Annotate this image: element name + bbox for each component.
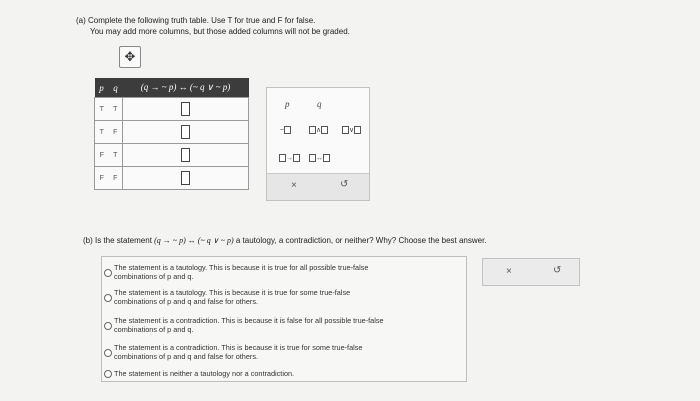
- table-row: [95, 98, 249, 121]
- radio-button[interactable]: [104, 370, 112, 378]
- radio-button[interactable]: [104, 294, 112, 302]
- question-b: [83, 236, 487, 245]
- option-text: The statement is a tautology. This is because it is true for all possible true-false combinations of p and q.: [114, 263, 369, 281]
- or-symbol: ∨: [349, 127, 355, 134]
- answer-input[interactable]: [181, 102, 190, 116]
- answer-options: [101, 256, 467, 382]
- cell-p: F: [95, 167, 109, 190]
- symbol-palette: [266, 87, 370, 201]
- truth-table: [94, 78, 249, 190]
- cell-q: T: [109, 144, 123, 167]
- placeholder-box-icon: [323, 154, 330, 162]
- option-text: The statement is a tautology. This is because it is true for some true-false combinations of p and q and false for others.: [114, 288, 351, 306]
- header-statement: (q → ~ p) ↔ (~ q ∨ ~ p): [123, 78, 249, 98]
- cell-p: T: [95, 121, 109, 144]
- cell-p: T: [95, 98, 109, 121]
- move-icon[interactable]: ✥: [119, 46, 141, 68]
- cell-answer[interactable]: [123, 121, 249, 144]
- not-symbol: ~: [280, 126, 285, 134]
- clear-icon[interactable]: ×: [506, 266, 512, 277]
- option-text: The statement is a contradiction. This is because it is true for some true-false combinations of p and q and false for others.: [114, 343, 363, 361]
- palette-implies-button[interactable]: [279, 154, 300, 162]
- radio-button[interactable]: [104, 269, 112, 277]
- cell-answer[interactable]: [123, 98, 249, 121]
- palette-not-button[interactable]: [280, 126, 291, 134]
- option-text: The statement is a contradiction. This is because it is false for all possible true-false combinations of p and q.: [114, 316, 384, 334]
- cell-answer[interactable]: [123, 144, 249, 167]
- answer-toolbar: [482, 258, 580, 286]
- palette-toolbar: [267, 173, 369, 200]
- undo-icon[interactable]: ↺: [340, 179, 349, 190]
- iff-symbol: ↔: [316, 154, 323, 162]
- palette-iff-button[interactable]: [309, 154, 330, 162]
- answer-input[interactable]: [181, 125, 190, 139]
- cell-p: F: [95, 144, 109, 167]
- cell-q: F: [109, 121, 123, 144]
- and-symbol: ∧: [316, 127, 322, 134]
- placeholder-box-icon: [293, 154, 300, 162]
- cell-answer[interactable]: [123, 167, 249, 190]
- question-b-prefix: (b) Is the statement: [83, 236, 155, 245]
- instructions-line2: You may add more columns, but those added columns will not be graded.: [90, 27, 350, 36]
- cell-q: F: [109, 167, 123, 190]
- question-b-suffix: a tautology, a contradiction, or neither? Why? Choose the best answer.: [233, 236, 487, 245]
- answer-input[interactable]: [181, 171, 190, 185]
- placeholder-box-icon: [284, 126, 291, 134]
- placeholder-box-icon: [279, 154, 286, 162]
- cell-q: T: [109, 98, 123, 121]
- radio-button[interactable]: [104, 322, 112, 330]
- implies-symbol: →: [286, 154, 293, 162]
- placeholder-box-icon: [309, 126, 316, 134]
- instructions: [76, 15, 350, 37]
- header-q: q: [109, 78, 123, 98]
- instructions-line1: (a) Complete the following truth table. Use T for true and F for false.: [76, 16, 316, 25]
- placeholder-box-icon: [321, 126, 328, 134]
- table-row: [95, 167, 249, 190]
- placeholder-box-icon: [309, 154, 316, 162]
- header-p: p: [95, 78, 109, 98]
- table-row: [95, 144, 249, 167]
- placeholder-box-icon: [354, 126, 361, 134]
- placeholder-box-icon: [342, 126, 349, 134]
- palette-q-button[interactable]: q: [317, 99, 322, 109]
- undo-icon[interactable]: ↺: [553, 265, 562, 276]
- radio-button[interactable]: [104, 349, 112, 357]
- palette-and-button[interactable]: [309, 126, 328, 134]
- answer-input[interactable]: [181, 148, 190, 162]
- palette-p-button[interactable]: p: [285, 99, 290, 109]
- table-row: [95, 121, 249, 144]
- clear-icon[interactable]: ×: [291, 180, 297, 191]
- palette-or-button[interactable]: [342, 126, 361, 134]
- option-text: The statement is neither a tautology nor a contradiction.: [114, 369, 295, 378]
- question-b-expression: (q → ~ p) ↔ (~ q ∨ ~ p): [154, 236, 234, 245]
